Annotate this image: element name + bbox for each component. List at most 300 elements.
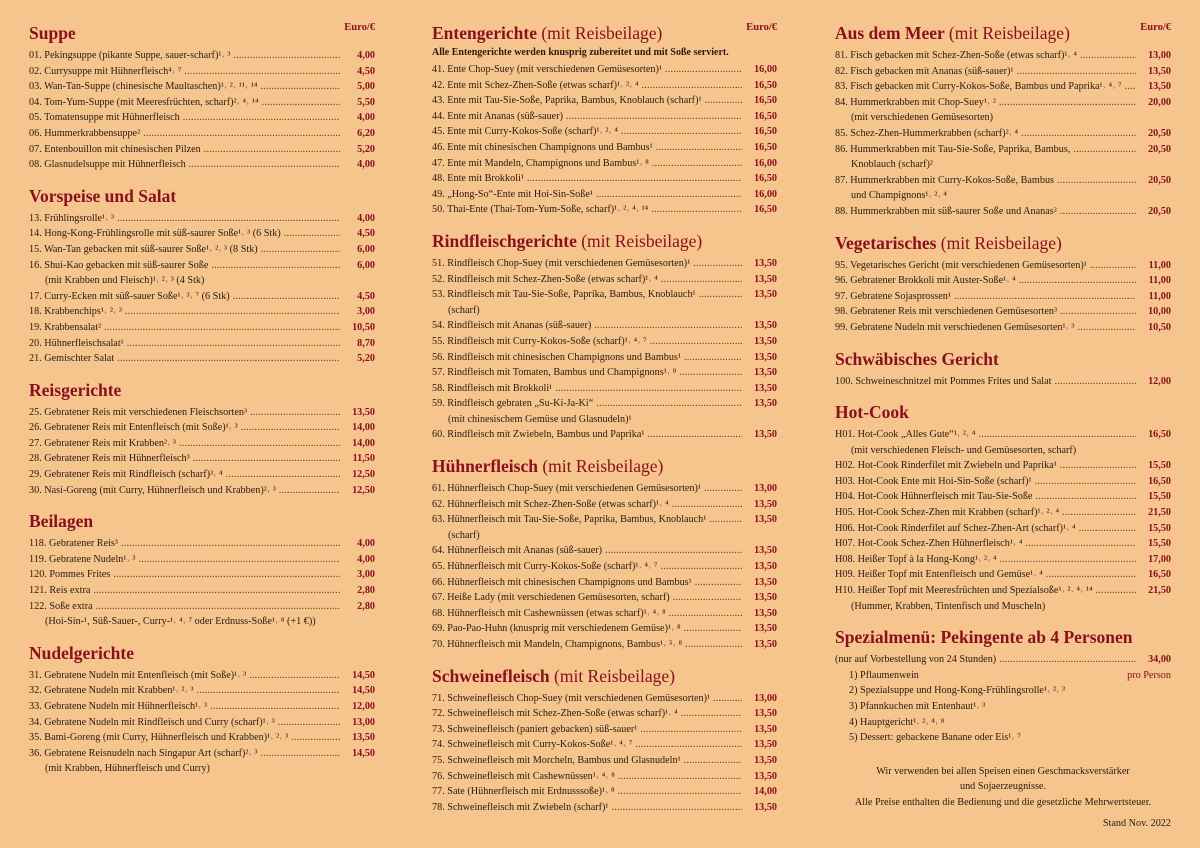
menu-item [432,140,777,156]
menu-item [432,512,777,528]
dish-name: 08. Glasnudelsuppe mit Hühnerfleisch [29,159,186,171]
menu-item [432,769,777,785]
section-title [835,228,1171,258]
dish-price: 12,50 [352,469,375,481]
leader-dots [1035,474,1136,490]
menu-item [432,318,777,334]
dish-price: 4,00 [357,212,375,224]
special-menu-title: Spezialmenü: Pekingente ab 4 Personen [835,627,1133,648]
leader-dots [594,318,742,334]
menu-item [432,256,777,272]
leader-dots [284,226,340,242]
section-note: Alle Entengerichte werden knusprig zubereitet und mit Soße serviert. [432,47,729,58]
dish-price: 4,00 [357,112,375,124]
menu-item [432,156,777,172]
menu-item [29,668,375,684]
leader-dots [647,427,742,443]
menu-item [835,374,1171,390]
menu-item [432,62,777,78]
special-menu [835,622,1171,746]
menu-item [432,171,777,187]
leader-dots [999,95,1136,111]
menu-item [29,715,375,731]
dish-name: 50. Thai-Ente (Thai-Tom-Yum-Soße, scharf)¹˒ ²˒ ⁴˒ ¹⁴ [432,204,649,216]
menu-item [29,451,375,467]
dish-price: 4,50 [357,228,375,240]
dish-name: 55. Rindfleisch mit Curry-Kokos-Soße (scharf)¹˒ ⁴˒ ⁷ [432,335,647,347]
leader-dots [999,652,1136,668]
special-course: 5) Dessert: gebackene Banane oder Eis¹˒ ⁷ [849,732,1021,744]
menu-item [432,396,777,412]
leader-dots [555,381,742,397]
dish-name: 26. Gebratener Reis mit Entenfleisch (mit Soße)¹˒ ³ [29,422,238,434]
section-header [29,638,375,668]
menu-item [29,351,375,367]
leader-dots [204,142,340,158]
leader-dots [618,769,742,785]
dish-name: 44. Ente mit Ananas (süß-sauer) [432,110,563,122]
menu-item [432,575,777,591]
menu-item [432,722,777,738]
section-header [29,506,375,536]
dish-name: 84. Hummerkrabben mit Chop-Suey¹˒ ² [835,96,996,108]
dish-name: 34. Gebratene Nudeln mit Rindfleisch und Curry (scharf)¹˒ ³ [29,716,275,728]
dish-price: 13,50 [754,273,777,285]
leader-dots [211,258,340,274]
dish-name: 66. Hühnerfleisch mit chinesischen Champignons und Bambus¹ [432,576,692,588]
menu-item [835,474,1171,490]
section-title [432,661,777,691]
leader-dots [1060,458,1136,474]
dish-price: 13,50 [1148,65,1171,77]
leader-dots [596,396,742,412]
menu-item [432,559,777,575]
menu-item [29,699,375,715]
section-title-text: Nudelgerichte [29,642,134,663]
special-course-row [835,668,1171,684]
section-title [29,18,375,48]
dish-price: 16,50 [754,173,777,185]
dish-name: 43. Ente mit Tau-Sie-Soße, Paprika, Bambus, Knoblauch (scharf)¹ [432,95,702,107]
section-title [835,397,1171,427]
leader-dots [713,691,742,707]
dish-name: 51. Rindfleisch Chop-Suey (mit verschiedenen Gemüsesorten)¹ [432,257,691,269]
per-person-label: pro Person [1127,669,1171,681]
menu-item [29,64,375,80]
dish-price: 13,50 [352,732,375,744]
dish-price: 14,00 [352,422,375,434]
leader-dots [96,599,340,615]
dish-price: 6,20 [357,127,375,139]
section-header [835,18,1171,48]
menu-item [29,336,375,352]
leader-dots [179,436,340,452]
dish-price: 4,00 [357,50,375,61]
dish-price: 13,00 [754,692,777,704]
section-title [29,375,375,405]
dish-name: 83. Fisch gebacken mit Curry-Kokos-Soße, Bambus und Paprika¹˒ ⁴˒ ⁷ [835,81,1122,93]
dish-price: 5,20 [357,143,375,155]
dish-name: 119. Gebratene Nudeln¹˒ ³ [29,553,136,565]
leader-dots [704,481,742,497]
menu-section-hot-cook [835,397,1171,614]
dish-price: 4,50 [357,290,375,302]
dish-name: 05. Tomatensuppe mit Hühnerfleisch [29,112,180,124]
dish-name: 01. Pekingsuppe (pikante Suppe, sauer-scharf)¹˒ ³ [29,50,231,61]
dish-price: 13,50 [754,623,777,635]
menu-section-reisgerichte [29,375,375,499]
column-3-sections [835,18,1171,614]
menu-item [29,79,375,95]
leader-dots [652,156,742,172]
dish-price: 20,50 [1148,174,1171,186]
dish-name: 65. Hühnerfleisch mit Curry-Kokos-Soße (scharf)¹˒ ⁴˒ ⁷ [432,561,658,573]
dish-description: (scharf) [448,529,480,541]
dish-description: (scharf) [448,304,480,316]
dish-price: 16,50 [1148,569,1171,581]
special-menu-note: (nur auf Vorbestellung von 24 Stunden) [835,654,997,666]
dish-price: 13,50 [754,708,777,720]
leader-dots [262,95,340,111]
dish-name: 30. Nasi-Goreng (mit Curry, Hühnerfleisch und Krabben)²˒ ³ [29,484,276,496]
leader-dots [1021,126,1136,142]
dish-name: 15. Wan-Tan gebacken mit süß-saurer Soße¹˒ ²˒ ³ (8 Stk) [29,243,258,255]
menu-item [432,272,777,288]
menu-item [29,746,375,762]
leader-dots [709,512,742,528]
menu-item [29,683,375,699]
dish-price: 4,50 [357,65,375,77]
dish-name: 03. Wan-Tan-Suppe (chinesische Maultaschen)¹˒ ²˒ ¹¹˒ ¹⁴ [29,81,258,93]
dish-price: 13,50 [754,367,777,379]
leader-dots [196,683,340,699]
menu-item [432,124,777,140]
leader-dots [640,722,742,738]
section-header [835,344,1171,374]
dish-price: 13,50 [754,351,777,363]
section-title-text: Suppe [29,23,76,43]
dish-price: 13,50 [754,257,777,269]
leader-dots [125,304,340,320]
dish-price: 13,50 [754,289,777,301]
dish-price: 13,50 [1148,81,1171,93]
leader-dots [705,93,742,109]
section-header [29,375,375,405]
menu-item [432,202,777,218]
dish-name: H06. Hot-Cook Rinderfilet auf Schez-Zhen-Art (scharf)¹˒ ⁴ [835,522,1076,534]
menu-item [432,590,777,606]
dish-name: 20. Hühnerfleischsalat¹ [29,337,124,349]
dish-name: 97. Gebratene Sojasprossen¹ [835,290,951,302]
dish-name: 118. Gebratener Reis³ [29,538,118,550]
leader-dots [693,256,742,272]
section-subtitle: (mit Reisbeilage) [940,232,1062,253]
menu-item [29,258,375,274]
dish-price: 16,50 [754,126,777,138]
leader-dots [650,334,742,350]
dish-name: 29. Gebratener Reis mit Rindfleisch (scharf)³˒ ⁴ [29,469,223,481]
dish-price: 11,00 [1148,290,1171,302]
section-subtitle: (mit Reisbeilage) [541,23,663,43]
dish-name: 74. Schweinefleisch mit Curry-Kokos-Soße¹˒ ⁴˒ ⁷ [432,739,633,751]
dish-name: 82. Fisch gebacken mit Ananas (süß-sauer)¹ [835,65,1014,77]
leader-dots [695,575,742,591]
dish-name: 95. Vegetarisches Gericht (mit verschiedenen Gemüsesorten)¹ [835,259,1087,271]
dish-price: 20,50 [1148,127,1171,139]
dish-name: 120. Pommes Frites [29,569,111,581]
menu-item [835,95,1171,111]
leader-dots [127,336,340,352]
menu-item [835,142,1171,158]
dish-name: H02. Hot-Cook Rinderfilet mit Zwiebeln und Paprika¹ [835,460,1057,472]
dish-name: 59. Rindfleisch gebraten „Su-Ki-Ja-Ki“ [432,398,594,410]
dish-name: 75. Schweinefleisch mit Morcheln, Bambus und Glasnudeln¹ [432,754,681,766]
leader-dots [260,79,340,95]
leader-dots [660,559,742,575]
dish-name: 13. Frühlingsrolle¹˒ ³ [29,212,115,224]
menu-item [432,753,777,769]
section-title-text: Beilagen [29,511,94,532]
menu-item [432,381,777,397]
menu-item [835,552,1171,568]
leader-dots [1046,567,1136,583]
section-title [835,344,1171,374]
leader-dots [279,483,340,499]
leader-dots [249,668,340,684]
currency-label: Euro/€ [344,22,375,33]
leader-dots [1079,521,1136,537]
dish-price: 13,50 [754,607,777,619]
dish-name: 57. Rindfleisch mit Tomaten, Bambus und Champignons¹˒ ⁸ [432,367,677,379]
dish-price: 6,00 [357,259,375,271]
dish-name: 68. Hühnerfleisch mit Cashewnüssen (etwas scharf)¹˒ ⁴˒ ⁸ [432,607,666,619]
dish-price: 13,50 [754,592,777,604]
section-title-text: Vorspeise und Salat [29,185,177,206]
dish-name: 41. Ente Chop-Suey (mit verschiedenen Gemüsesorten)¹ [432,64,662,75]
leader-dots [596,187,742,203]
dish-name: 19. Krabbensalat² [29,321,102,333]
leader-dots [1125,79,1136,95]
dish-name: 06. Hummerkrabbensuppe² [29,127,141,139]
dish-name: 48. Ente mit Brokkoli¹ [432,173,524,185]
dish-name: 53. Rindfleisch mit Tau-Sie-Soße, Paprika, Bambus, Knoblauch¹ [432,289,696,301]
leader-dots [1062,505,1136,521]
dish-price: 13,00 [352,716,375,728]
dish-description: (mit Krabben und Fleisch)¹˒ ²˒ ³ (4 Stk) [45,275,205,287]
dish-price: 13,50 [754,739,777,751]
dish-price: 3,00 [357,306,375,318]
leader-dots [1060,304,1136,320]
dish-price: 13,50 [754,754,777,766]
dish-name: 85. Schez-Zhen-Hummerkrabben (scharf)²˒ ⁴ [835,127,1019,139]
menu-item [835,505,1171,521]
dish-price: 13,50 [754,723,777,735]
dish-name: 18. Krabbenchips¹˒ ²˒ ³ [29,306,122,318]
dish-price: 20,50 [1148,143,1171,155]
dish-name: 63. Hühnerfleisch mit Tau-Sie-Soße, Paprika, Bambus, Knoblauch¹ [432,514,707,526]
dish-price: 4,00 [357,159,375,171]
dish-name: 07. Entenbouillon mit chinesischen Pilzen [29,143,201,155]
leader-dots [651,202,742,218]
dish-price: 11,00 [1148,259,1171,271]
menu-item [835,489,1171,505]
dish-price: 14,50 [352,685,375,697]
leader-dots [1060,204,1136,220]
leader-dots [642,78,742,94]
dish-description: Knoblauch (scharf)² [851,159,933,171]
dish-name: H10. Heißer Topf mit Meeresfrüchten und Spezialsoße¹˒ ²˒ ⁴˒ ¹⁴ [835,585,1093,597]
menu-item [835,289,1171,305]
menu-item [835,536,1171,552]
dish-price: 13,50 [754,320,777,332]
leader-dots [635,737,742,753]
leader-dots [1016,64,1136,80]
special-course: 1) Pflaumenwein [849,669,919,681]
dish-price: 10,00 [1148,306,1171,318]
dish-description: (mit chinesischem Gemüse und Glasnudeln)¹ [448,413,632,425]
special-menu-courses [835,668,1171,746]
leader-dots [193,451,340,467]
menu-item [432,800,777,816]
leader-dots [527,171,742,187]
leader-dots [566,109,742,125]
menu-item [29,583,375,599]
section-header [835,397,1171,427]
dish-price: 4,00 [357,538,375,550]
section-header [835,228,1171,258]
dish-name: 17. Curry-Ecken mit süß-sauer Soße¹˒ ³˒ ⁷ (6 Stk) [29,290,230,302]
menu-item [432,784,777,800]
dish-name: 52. Rindfleisch mit Schez-Zhen-Soße (etwas scharf)¹˒ ⁴ [432,273,658,285]
dish-name: H01. Hot-Cook „Alles Gute“¹˒ ²˒ ⁴ [835,429,976,441]
leader-dots [138,552,340,568]
menu-item [29,226,375,242]
special-course: 3) Pfannkuchen mit Entenhaut¹˒ ³ [849,701,986,712]
menu-item [432,706,777,722]
dish-name: 54. Rindfleisch mit Ananas (süß-sauer) [432,320,592,332]
dish-name: 100. Schweineschnitzel mit Pommes Frites und Salat [835,375,1052,387]
menu-item [29,483,375,499]
dish-name: 61. Hühnerfleisch Chop-Suey (mit verschiedenen Gemüsesorten)¹ [432,483,701,495]
menu-item [835,427,1171,443]
dish-description: (Hoi-Sin-¹, Süß-Sauer-, Curry-¹˒ ⁴˒ ⁷ oder Erdnuss-Soße¹˒ ⁸ (+1 €)) [45,616,316,628]
dish-name: 62. Hühnerfleisch mit Schez-Zhen-Soße (etwas scharf)¹˒ ⁴ [432,498,669,510]
menu-section-vegetarisches [835,228,1171,336]
dish-name: 64. Hühnerfleisch mit Ananas (süß-sauer) [432,545,603,557]
dish-price: 13,50 [754,561,777,573]
special-course: 2) Spezialsuppe und Hong-Kong-Frühlingsrolle¹˒ ²˒ ³ [849,685,1065,697]
dish-price: 15,50 [1148,538,1171,550]
special-menu-price: 34,00 [1148,654,1171,666]
leader-dots [621,124,742,140]
section-header [29,18,375,48]
dish-price: 16,50 [754,95,777,107]
leader-dots [1000,552,1136,568]
leader-dots [143,126,340,142]
section-subtitle: (mit Reisbeilage) [948,23,1070,43]
dish-price: 11,00 [1148,275,1171,287]
dish-name: H09. Heißer Topf mit Entenfleisch und Gemüse¹˒ ⁴ [835,569,1043,581]
menu-section-vorspeise-und-salat [29,181,375,367]
menu-item [835,458,1171,474]
menu-item [835,64,1171,80]
footer-line: Wir verwenden bei allen Speisen einen Geschmacksverstärker [876,765,1130,777]
special-menu-header [835,622,1171,652]
leader-dots [684,621,742,637]
menu-item [835,173,1171,189]
dish-price: 16,50 [1148,475,1171,487]
leader-dots [1057,173,1136,189]
dish-price: 5,00 [357,81,375,93]
section-header [432,18,777,48]
menu-column-3 [835,18,1171,829]
dish-name: 86. Hummerkrabben mit Tau-Sie-Soße, Paprika, Bambus, [835,143,1071,155]
dish-name: 88. Hummerkrabben mit süß-saurer Soße und Ananas² [835,205,1057,217]
leader-dots [1073,142,1136,158]
dish-name: 76. Schweinefleisch mit Cashewnüssen¹˒ ⁴˒ ⁸ [432,770,615,782]
menu-item [29,467,375,483]
currency-label: Euro/€ [1140,22,1171,33]
menu-item [432,497,777,513]
menu-section-schwäbisches-gericht [835,344,1171,390]
dish-name: H08. Heißer Topf à la Hong-Kong¹˒ ²˒ ⁴ [835,553,997,565]
section-header [432,661,777,691]
dish-name: 04. Tom-Yum-Suppe (mit Meeresfrüchten, scharf)²˒ ⁴˒ ¹⁴ [29,96,259,108]
section-header [29,181,375,211]
menu-item [835,258,1171,274]
dish-name: 72. Schweinefleisch mit Schez-Zhen-Soße (etwas scharf)¹˒ ⁴ [432,708,678,720]
menu-item [432,543,777,559]
menu-item [432,187,777,203]
menu-item [432,737,777,753]
leader-dots [233,289,340,305]
leader-dots [1080,48,1136,64]
dish-name: 16. Shui-Kao gebacken mit süß-saurer Soße [29,259,209,271]
menu-item [432,78,777,94]
dish-name: 27. Gebratener Reis mit Krabben²˒ ³ [29,437,176,449]
dish-name: 46. Ente mit chinesischen Champignons und Bambus¹ [432,141,653,153]
dish-name: 60. Rindfleisch mit Zwiebeln, Bambus und Paprika¹ [432,429,645,441]
section-title [29,506,375,536]
dish-price: 2,80 [357,600,375,612]
dish-price: 12,00 [352,701,375,712]
menu-item [432,427,777,443]
leader-dots [611,800,742,816]
dish-price: 8,70 [357,337,375,349]
section-title-text: Aus dem Meer [835,23,945,43]
dish-price: 13,00 [1148,50,1171,61]
leader-dots [260,746,340,762]
dish-price: 10,50 [352,321,375,333]
dish-price: 13,50 [754,801,777,813]
dish-name: 87. Hummerkrabben mit Curry-Kokos-Soße, Bambus [835,174,1055,186]
menu-item [29,289,375,305]
leader-dots [121,536,340,552]
menu-item [835,521,1171,537]
section-title-text: Schweinefleisch [432,665,550,686]
dish-price: 13,50 [754,514,777,526]
dish-name: 45. Ente mit Curry-Kokos-Soße (scharf)¹˒ ²˒ ⁴ [432,126,618,138]
leader-dots [117,351,340,367]
dish-price: 13,50 [352,406,375,418]
section-subtitle: (mit Reisbeilage) [581,230,703,251]
dish-price: 5,20 [357,353,375,365]
leader-dots [618,784,742,800]
menu-item [29,211,375,227]
leader-dots [1096,583,1136,599]
dish-price: 14,00 [352,437,375,449]
menu-item [432,109,777,125]
